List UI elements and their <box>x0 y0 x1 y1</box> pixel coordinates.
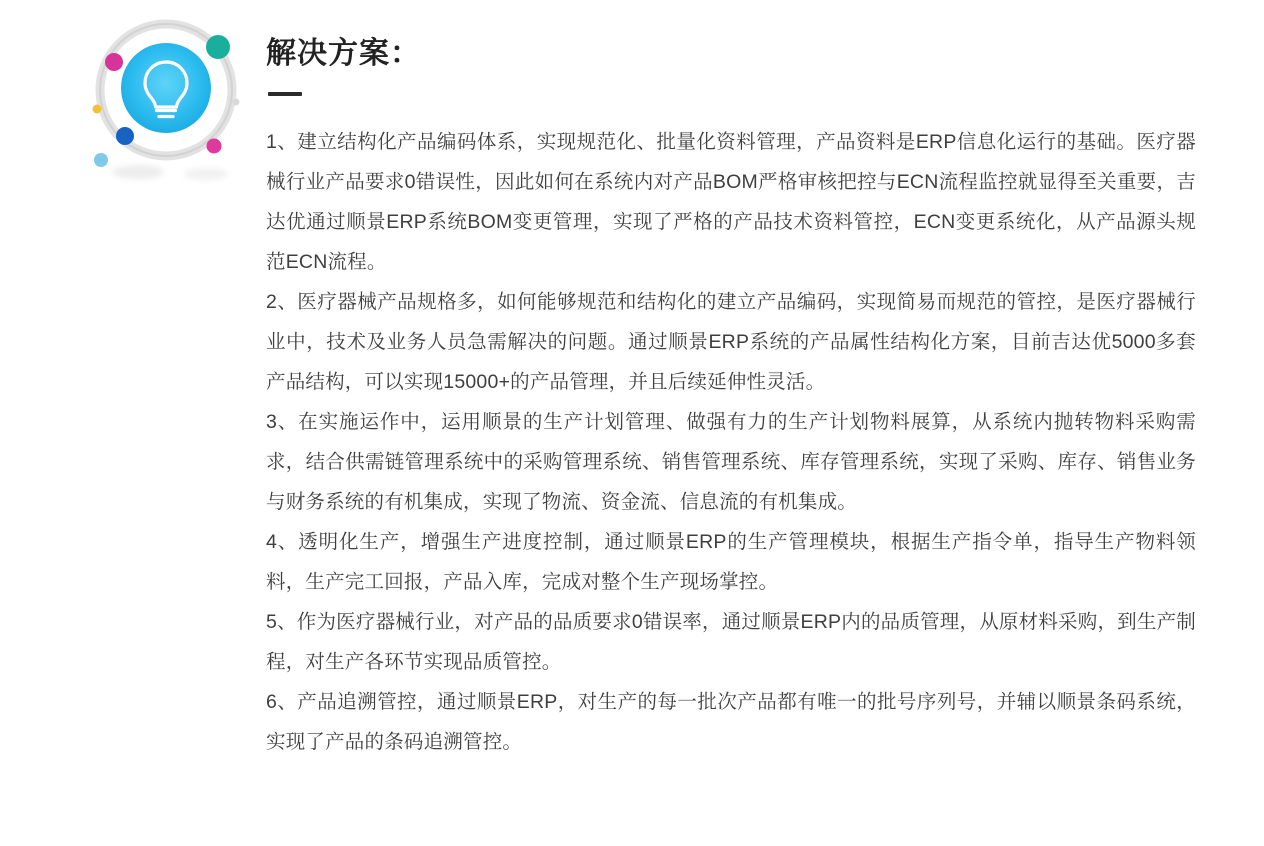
solution-content <box>266 36 1196 762</box>
solution-paragraph-1: 1、建立结构化产品编码体系，实现规范化、批量化资料管理，产品资料是ERP信息化运行的基础。医疗器械行业产品要求0错误性，因此如何在系统内对产品BOM严格审核把控与ECN流程监控就显得至关重要，吉达优通过顺景ERP系统BOM变更管理，实现了严格的产品技术资料管控，ECN变更系统化，从产品源头规范ECN流程。 <box>266 131 1196 273</box>
lightbulb-idea-icon <box>78 14 254 190</box>
solution-paragraph-5: 5、作为医疗器械行业，对产品的品质要求0错误率，通过顺景ERP内的品质管理，从原材料采购，到生产制程，对生产各环节实现品质管控。 <box>266 611 1196 673</box>
solution-paragraph-4: 4、透明化生产，增强生产进度控制，通过顺景ERP的生产管理模块，根据生产指令单，指导生产物料领料，生产完工回报，产品入库，完成对整个生产现场掌控。 <box>266 531 1196 593</box>
solution-paragraph-2: 2、医疗器械产品规格多，如何能够规范和结构化的建立产品编码，实现简易而规范的管控，是医疗器械行业中，技术及业务人员急需解决的问题。通过顺景ERP系统的产品属性结构化方案，目前吉达优5000多套产品结构，可以实现15000+的产品管理，并且后续延伸性灵活。 <box>266 291 1196 393</box>
solution-paragraph-6: 6、产品追溯管控，通过顺景ERP，对生产的每一批次产品都有唯一的批号序列号，并辅以顺景条码系统，实现了产品的条码追溯管控。 <box>266 691 1196 753</box>
title-underline-divider <box>268 92 302 96</box>
solution-paragraph-3: 3、在实施运作中，运用顺景的生产计划管理、做强有力的生产计划物料展算，从系统内抛转物料采购需求，结合供需链管理系统中的采购管理系统、销售管理系统、库存管理系统，实现了采购、库存、销售业务与财务系统的有机集成，实现了物流、资金流、信息流的有机集成。 <box>266 411 1196 513</box>
page-title: 解决方案： <box>266 37 421 70</box>
